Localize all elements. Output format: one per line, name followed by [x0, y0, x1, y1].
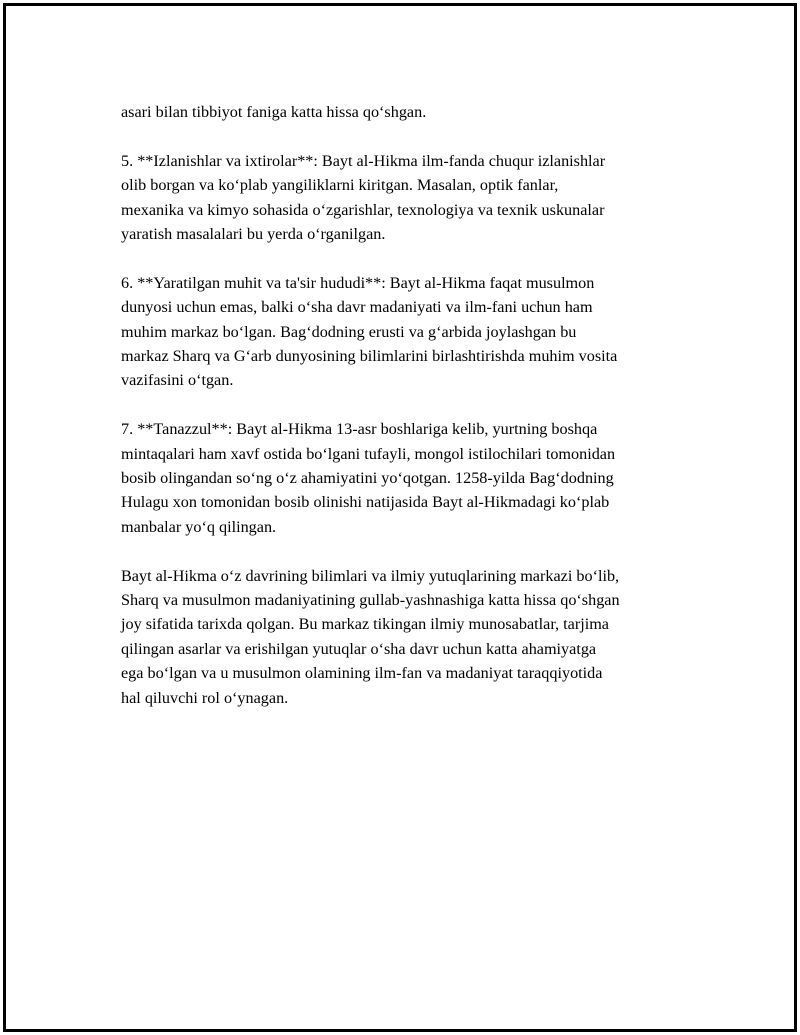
paragraph-continuation [121, 100, 711, 124]
document-body [121, 100, 711, 734]
text-line: asari bilan tibbiyot faniga katta hissa qo‘shgan. [121, 103, 427, 121]
paragraph-environment-influence [121, 271, 711, 393]
text-line: vazifasini o‘tgan. [121, 371, 234, 390]
text-line: muhim markaz bo‘lgan. Bag‘dodning erusti va g‘arbida joylashgan bu [121, 322, 577, 341]
text-line: 6. **Yaratilgan muhit va ta'sir hududi**: Bayt al-Hikma faqat musulmon [121, 273, 595, 292]
text-line: dunyosi uchun emas, balki o‘sha davr madaniyati va ilm-fani uchun ham [121, 298, 593, 317]
text-line: markaz Sharq va G‘arb dunyosining bilimlarini birlashtirishda muhim vosita [121, 347, 618, 366]
text-line: 5. **Izlanishlar va ixtirolar**: Bayt al-Hikma ilm-fanda chuqur izlanishlar [121, 151, 606, 170]
text-line: 7. **Tanazzul**: Bayt al-Hikma 13-asr boshlariga kelib, yurtning boshqa [121, 420, 598, 439]
paragraph-research-inventions [121, 149, 711, 247]
text-line: mexanika va kimyo sohasida o‘zgarishlar, texnologiya va texnik uskunalar [121, 200, 605, 219]
text-line: qilingan asarlar va erishilgan yutuqlar o‘sha davr uchun katta ahamiyatga [121, 639, 597, 658]
text-line: mintaqalari ham xavf ostida bo‘lgani tufayli, mongol istilochilari tomonidan [121, 444, 616, 463]
document-page [3, 3, 797, 1032]
text-line: hal qiluvchi rol o‘ynagan. [121, 688, 289, 707]
text-line: manbalar yo‘q qilingan. [121, 517, 277, 536]
text-line: bosib olingandan so‘ng o‘z ahamiyatini yo‘qotgan. 1258-yilda Bag‘dodning [121, 469, 614, 488]
text-line: Sharq va musulmon madaniyatining gullab-yashnashiga katta hissa qo‘shgan [121, 591, 620, 610]
paragraph-decline [121, 417, 711, 539]
text-line: joy sifatida tarixda qolgan. Bu markaz tikingan ilmiy munosabatlar, tarjima [121, 615, 609, 634]
text-line: Hulagu xon tomonidan bosib olinishi natijasida Bayt al-Hikmadagi ko‘plab [121, 493, 610, 512]
paragraph-conclusion [121, 564, 711, 710]
text-line: yaratish masalalari bu yerda o‘rganilgan. [121, 225, 386, 244]
text-line: Bayt al-Hikma o‘z davrining bilimlari va ilmiy yutuqlarining markazi bo‘lib, [121, 566, 620, 585]
text-line: olib borgan va ko‘plab yangiliklarni kiritgan. Masalan, optik fanlar, [121, 176, 559, 195]
text-line: ega bo‘lgan va u musulmon olamining ilm-fan va madaniyat taraqqiyotida [121, 664, 603, 683]
